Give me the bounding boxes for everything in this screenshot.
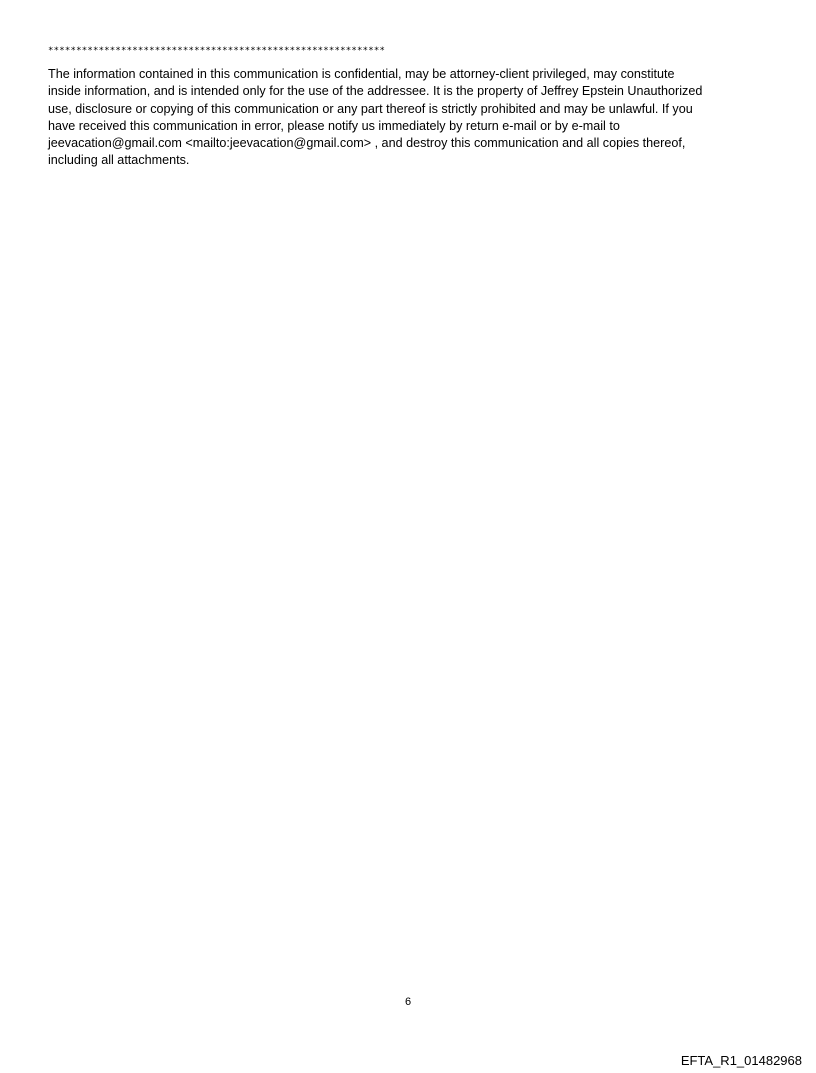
disclaimer-line: inside information, and is intended only for the use of the addressee. It is the property of Jeffrey Epstein Unauthorized [48,84,703,99]
disclaimer-line: The information contained in this communication is confidential, may be attorney-client privileged, may constitute [48,67,675,81]
disclaimer-line: use, disclosure or copying of this communication or any part thereof is strictly prohibited and may be unlawful. If you [48,101,693,116]
confidentiality-disclaimer [48,66,766,170]
page-number: 6 [404,996,412,1008]
disclaimer-line: jeevacation@gmail.com <mailto:jeevacation@gmail.com> , and destroy this communication and all copies thereof, [48,136,686,151]
bates-number: EFTA_R1_01482968 [680,1053,802,1068]
disclaimer-line: have received this communication in error, please notify us immediately by return e-mail or by e-mail to [48,118,620,133]
disclaimer-line: including all attachments. [48,153,190,168]
separator-line: ************************************************************ [48,46,386,56]
